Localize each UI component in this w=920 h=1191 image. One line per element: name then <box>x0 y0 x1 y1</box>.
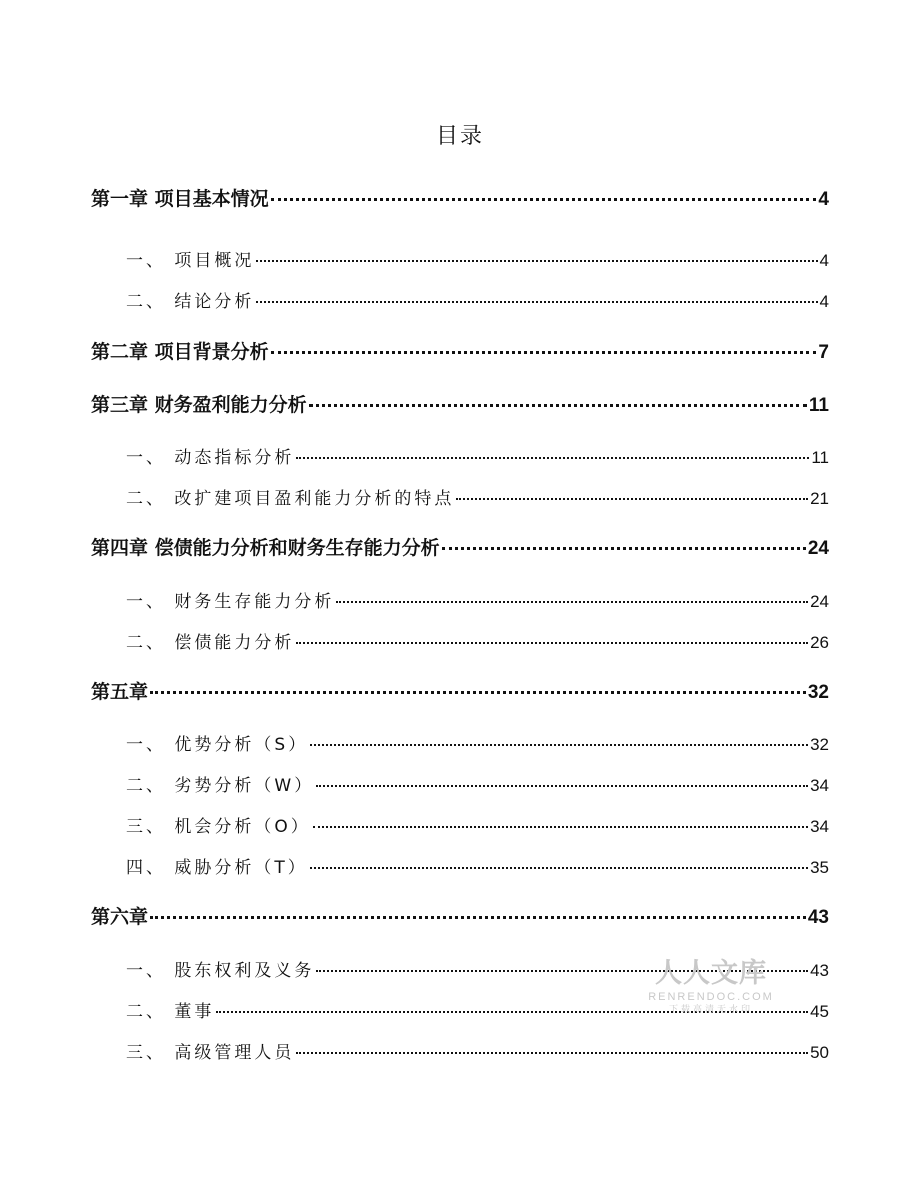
toc-entry-page: 24 <box>810 592 829 611</box>
toc-entry-page: 21 <box>810 489 829 508</box>
dot-leader <box>336 601 808 603</box>
toc-entry-label: 一、 动态指标分析 <box>126 448 295 468</box>
toc-entry-label: 第二章 项目背景分析 <box>91 341 269 363</box>
toc-entry-page: 35 <box>810 858 829 877</box>
toc-entry-label: 二、 结论分析 <box>126 292 255 312</box>
toc-entry-page: 11 <box>808 395 829 416</box>
toc-entry-page: 4 <box>818 189 829 210</box>
toc-entry-label: 一、 财务生存能力分析 <box>126 592 335 612</box>
toc-entry-label: 二、 偿债能力分析 <box>126 633 295 653</box>
toc-entry-label: 一、 优势分析（S） <box>126 735 309 755</box>
toc-entry-label: 一、 股东权利及义务 <box>126 961 315 981</box>
toc-section-6-3[interactable] <box>126 1038 829 1062</box>
dot-leader <box>310 867 808 869</box>
toc-entry-label: 四、 威胁分析（T） <box>126 858 308 878</box>
toc-section-4-1[interactable] <box>126 587 829 611</box>
toc-entry-page: 32 <box>810 735 829 754</box>
watermark-main-text: 人人文库 <box>655 958 767 989</box>
toc-entry-page: 45 <box>810 1002 829 1021</box>
toc-entry-page: 24 <box>807 538 829 559</box>
dot-leader <box>313 826 808 828</box>
toc-chapter-5[interactable] <box>91 677 829 705</box>
dot-leader <box>271 351 817 354</box>
toc-section-3-1[interactable] <box>126 443 829 467</box>
dot-leader <box>456 498 808 500</box>
toc-section-4-2[interactable] <box>126 628 829 652</box>
toc-chapter-3[interactable] <box>91 390 829 418</box>
toc-section-1-2[interactable] <box>126 287 829 311</box>
watermark-tag-text: 下载高清无水印 <box>668 1005 753 1015</box>
toc-entry-label: 第六章 <box>91 906 149 928</box>
toc-entry-page: 43 <box>810 961 829 980</box>
toc-entry-label: 第三章 财务盈利能力分析 <box>91 394 307 416</box>
toc-entry-page: 34 <box>810 776 829 795</box>
toc-section-1-1[interactable] <box>126 246 829 270</box>
dot-leader <box>296 457 809 459</box>
watermark-site-text: RENRENDOC.COM <box>648 991 774 1003</box>
toc-section-3-2[interactable] <box>126 484 829 508</box>
toc-entry-page: 4 <box>819 292 829 311</box>
toc-entry-page: 50 <box>810 1043 829 1062</box>
toc-entry-label: 二、 劣势分析（W） <box>126 776 315 796</box>
toc-entry-page: 11 <box>811 448 829 467</box>
toc-entry-page: 4 <box>819 251 829 270</box>
toc-section-5-4[interactable] <box>126 853 829 877</box>
dot-leader <box>256 260 817 262</box>
dot-leader <box>310 744 808 746</box>
toc-section-5-1[interactable] <box>126 730 829 754</box>
dot-leader <box>316 785 808 787</box>
dot-leader <box>296 1052 808 1054</box>
toc-section-5-2[interactable] <box>126 771 829 795</box>
dot-leader <box>256 301 817 303</box>
toc-title: 目录 <box>435 124 484 149</box>
toc-entry-page: 43 <box>807 907 829 928</box>
toc-chapter-6[interactable] <box>91 902 829 930</box>
toc-entry-page: 7 <box>818 342 829 363</box>
dot-leader <box>150 691 806 694</box>
toc-entry-label: 三、 机会分析（O） <box>126 817 311 837</box>
toc-entry-label: 一、 项目概况 <box>126 251 255 271</box>
toc-entry-label: 三、 高级管理人员 <box>126 1043 295 1063</box>
toc-entry-label: 第五章 <box>91 681 149 703</box>
toc-chapter-1[interactable] <box>91 184 829 212</box>
dot-leader <box>442 547 806 550</box>
toc-section-5-3[interactable] <box>126 812 829 836</box>
watermark-logo <box>646 958 776 1016</box>
dot-leader <box>150 916 806 919</box>
toc-entry-label: 二、 董事 <box>126 1002 215 1022</box>
toc-chapter-2[interactable] <box>91 337 829 365</box>
dot-leader <box>309 404 807 407</box>
dot-leader <box>271 198 817 201</box>
toc-entry-label: 二、 改扩建项目盈利能力分析的特点 <box>126 489 455 509</box>
toc-entry-page: 34 <box>810 817 829 836</box>
toc-entry-label: 第一章 项目基本情况 <box>91 188 269 210</box>
toc-entry-page: 32 <box>807 682 829 703</box>
toc-entry-label: 第四章 偿债能力分析和财务生存能力分析 <box>91 537 440 559</box>
toc-entry-page: 26 <box>810 633 829 652</box>
dot-leader <box>296 642 808 644</box>
toc-chapter-4[interactable] <box>91 533 829 561</box>
